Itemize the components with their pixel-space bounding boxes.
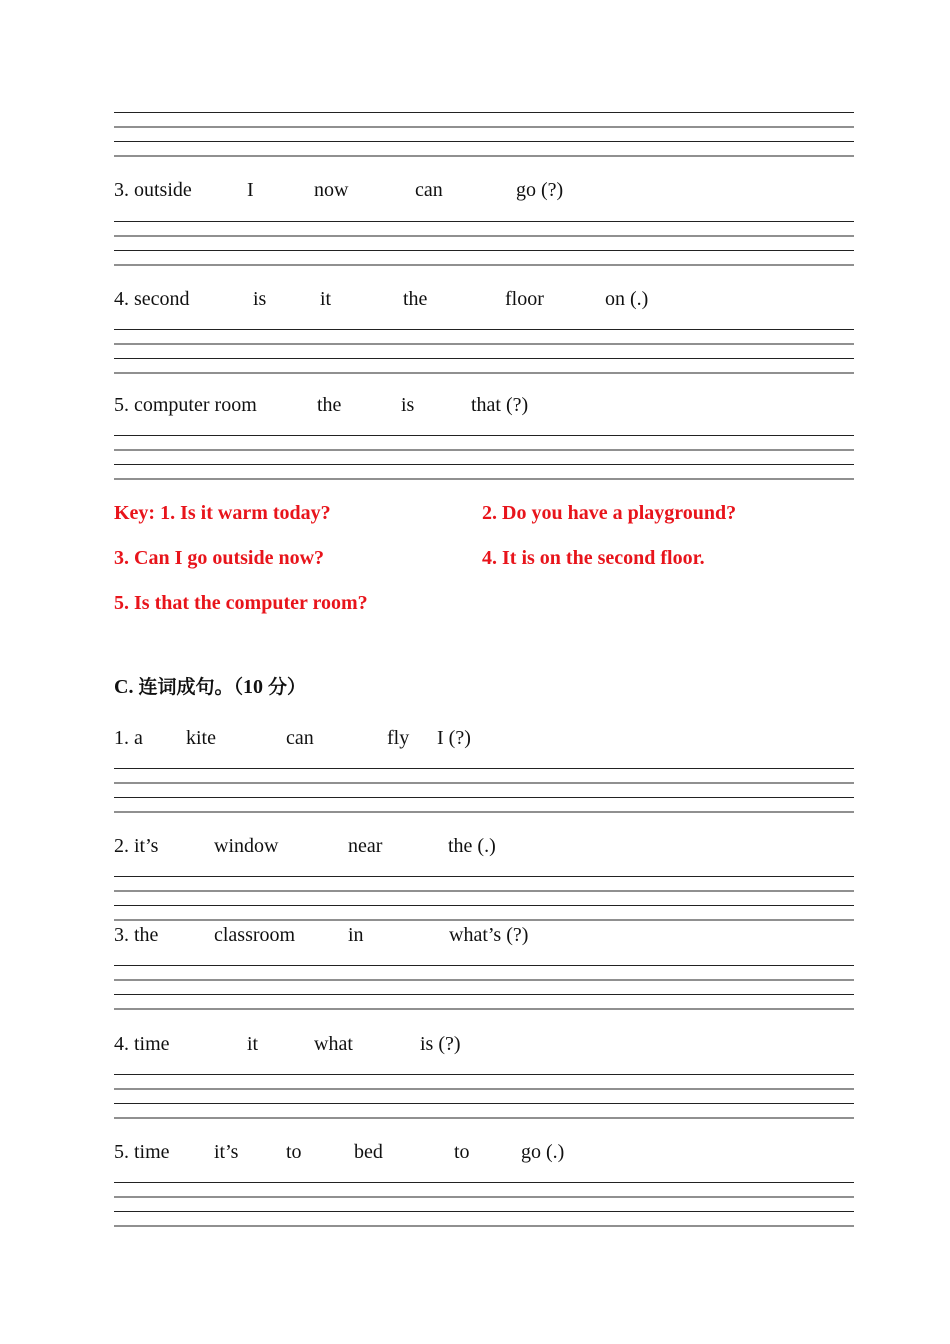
word: can bbox=[286, 727, 314, 749]
answer-lines[interactable] bbox=[114, 435, 854, 481]
word: to bbox=[454, 1141, 470, 1163]
word: in bbox=[348, 924, 364, 946]
word: on (.) bbox=[605, 288, 649, 310]
answer-lines[interactable] bbox=[114, 876, 854, 922]
word: it’s bbox=[214, 1141, 239, 1163]
word: go (.) bbox=[521, 1141, 565, 1163]
answer-key-4: 4. It is on the second floor. bbox=[482, 547, 705, 569]
answer-key-5: 5. Is that the computer room? bbox=[114, 592, 368, 614]
word: window bbox=[214, 835, 279, 857]
section-heading bbox=[114, 676, 306, 698]
answer-lines[interactable] bbox=[114, 1182, 854, 1228]
word: I (?) bbox=[437, 727, 471, 749]
word: 1. a bbox=[114, 727, 143, 749]
section-score: 10 bbox=[242, 676, 263, 698]
answer-lines[interactable] bbox=[114, 112, 854, 158]
word: what’s (?) bbox=[449, 924, 529, 946]
word: can bbox=[415, 179, 443, 201]
section-letter: C. bbox=[114, 676, 134, 698]
answer-lines[interactable] bbox=[114, 329, 854, 375]
word: classroom bbox=[214, 924, 296, 946]
question-row bbox=[0, 288, 950, 318]
answer-key-1: Key: 1. Is it warm today? bbox=[114, 502, 331, 524]
word: is bbox=[253, 288, 267, 310]
word: 3. outside bbox=[114, 179, 192, 201]
question-row bbox=[0, 1033, 950, 1063]
question-row bbox=[0, 1141, 950, 1171]
answer-key-3: 3. Can I go outside now? bbox=[114, 547, 325, 569]
answer-lines[interactable] bbox=[114, 1074, 854, 1120]
question-row bbox=[0, 924, 950, 954]
word: fly bbox=[387, 727, 410, 749]
answer-lines[interactable] bbox=[114, 768, 854, 814]
word: what bbox=[314, 1033, 353, 1055]
word: now bbox=[314, 179, 349, 201]
word: it bbox=[320, 288, 332, 310]
answer-key-2: 2. Do you have a playground? bbox=[482, 502, 737, 524]
answer-lines[interactable] bbox=[114, 965, 854, 1011]
word: to bbox=[286, 1141, 302, 1163]
word: is bbox=[401, 394, 415, 416]
question-row bbox=[0, 394, 950, 424]
word: bed bbox=[354, 1141, 383, 1163]
word: it bbox=[247, 1033, 259, 1055]
word: 4. second bbox=[114, 288, 190, 310]
word: 5. time bbox=[114, 1141, 170, 1163]
word: 3. the bbox=[114, 924, 159, 946]
word: the bbox=[403, 288, 428, 310]
question-row bbox=[0, 179, 950, 209]
word: is (?) bbox=[420, 1033, 461, 1055]
word: that (?) bbox=[471, 394, 529, 416]
answer-lines[interactable] bbox=[114, 221, 854, 267]
section-title: 连词成句。（ bbox=[138, 676, 243, 698]
word: kite bbox=[186, 727, 216, 749]
question-row bbox=[0, 835, 950, 865]
word: I bbox=[247, 179, 254, 201]
word: the (.) bbox=[448, 835, 496, 857]
word: 2. it’s bbox=[114, 835, 159, 857]
word: near bbox=[348, 835, 383, 857]
word: 5. computer room bbox=[114, 394, 257, 416]
word: 4. time bbox=[114, 1033, 170, 1055]
word: floor bbox=[505, 288, 544, 310]
word: go (?) bbox=[516, 179, 564, 201]
question-row bbox=[0, 727, 950, 757]
section-score-suffix: 分） bbox=[267, 676, 306, 698]
word: the bbox=[317, 394, 342, 416]
